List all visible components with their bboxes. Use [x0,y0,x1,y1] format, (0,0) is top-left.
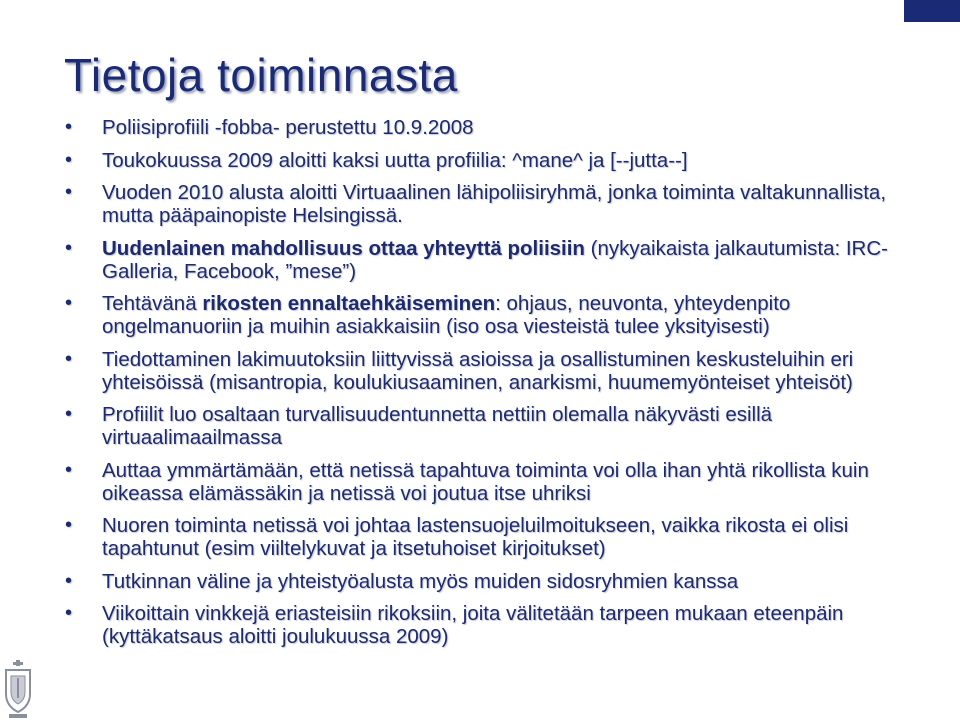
bullet-item [62,514,922,560]
bullet-item [62,181,922,227]
bullet-text: Vuoden 2010 alusta aloitti Virtuaalinen lähipoliisiryhmä, jonka toiminta valtakunnallista, mutta pääpainopiste Helsingissä. [102,181,887,227]
bullet-item [62,237,922,283]
bullet-bold-text: Uudenlainen mahdollisuus ottaa yhteyttä poliisiin [102,236,585,260]
bullet-text: Profiilit luo osaltaan turvallisuudentunnetta nettiin olemalla näkyvästi esillä virtuaalimaailmassa [102,403,773,449]
header-bar-segment-3 [904,0,960,22]
bullet-item [62,116,922,139]
bullet-list [62,116,922,658]
bullet-item [62,348,922,394]
bullet-item [62,570,922,593]
bullet-text: Viikoittain vinkkejä eriasteisiin rikoksiin, joita välitetään tarpeen mukaan eteenpäin (kyttäkatsaus aloitti joulukuussa 2009) [102,602,844,648]
bullet-text: (nykyaikaista jalkautumista: IRC-Galleria, Facebook, ”mese”) [102,236,888,283]
bullet-text: Tutkinnan väline ja yhteistyöalusta myös muiden sidosryhmien kanssa [102,569,739,593]
header-bar-segment-1 [738,0,817,22]
header-bar-segment-2 [821,0,903,22]
bullet-text: Auttaa ymmärtämään, että netissä tapahtuva toiminta voi olla ihan yhtä rikollista kuin oikeassa elämässäkin ja netissä voi joutua itse uhriksi [102,458,869,505]
slide-title: Tietoja toiminnasta [64,49,458,101]
bullet-text: : ohjaus, neuvonta, yhteydenpito ongelmanuoriin ja muihin asiakkaisiin (iso osa viesteistä tulee yksityisesti) [102,292,791,338]
bullet-text: Nuoren toiminta netissä voi johtaa lastensuojeluilmoitukseen, vaikka rikosta ei olisi tapahtunut (esim viiltelykuvat ja itsetuhoiset kirjoitukset) [102,514,849,560]
bullet-text: Poliisiprofiili -fobba- perustettu 10.9.2008 [102,116,474,139]
police-crest-icon [3,660,33,722]
bullet-text: Toukokuussa 2009 aloitti kaksi uutta profiilia: ^mane^ ja [--jutta--] [102,148,688,172]
bullet-bold-text: rikosten ennaltaehkäiseminen [202,292,496,315]
bullet-item [62,459,922,505]
bullet-text: Tehtävänä [102,292,203,315]
bullet-item [62,292,922,338]
bullet-text: Tiedottaminen lakimuutoksiin liittyvissä asioissa ja osallistuminen keskusteluihin eri yhteisöissä (misantropia, koulukiusaaminen, anarkismi, huumemyönteiset yhteisöt) [102,347,854,394]
bullet-item [62,149,922,172]
bullet-item [62,403,922,449]
bullet-item [62,602,922,648]
